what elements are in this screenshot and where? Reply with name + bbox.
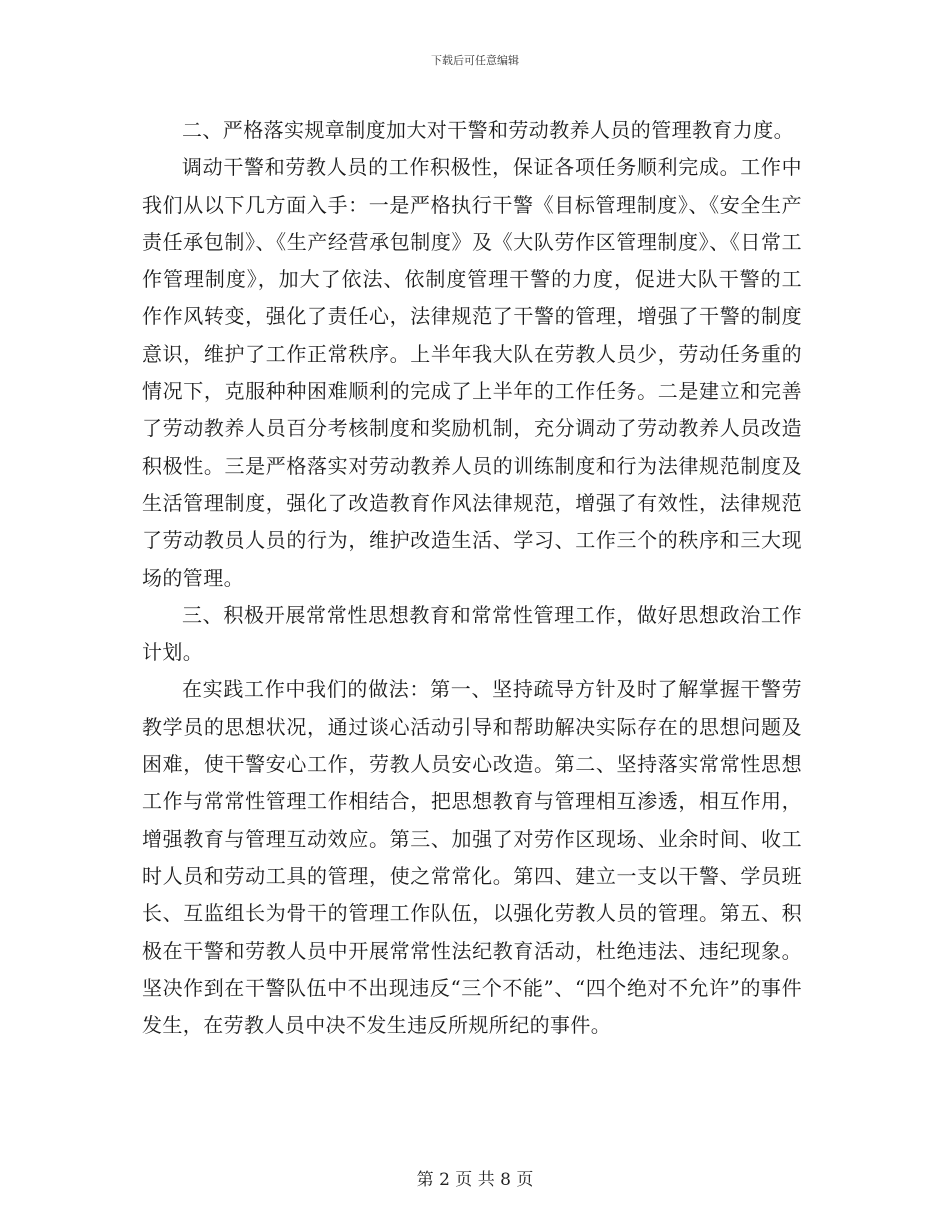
page-number-footer: 第 2 页 共 8 页 [416,1170,534,1190]
section-heading-2: 二、严格落实规章制度加大对干警和劳动教养人员的管理教育力度。 [182,118,794,142]
body-paragraph: 调动干警和劳教人员的工作积极性，保证各项任务顺利完成。工作中我们从以下几方面入手：一是严格执行干警《目标管理制度》、《安全生产责任承包制》、《生产经营承包制度》及《大队劳作区管理制度》、《日常工作管理制度》，加大了依法、依制度管理干警的力度，促进大队干警的工作作风转变，强化了责任心，法律规范了干警的管理，增强了干警的制度意识，维护了工作正常秩序。上半年我大队在劳教人员少，劳动任务重的情况下，克服种种困难顺利的完成了上半年的工作任务。二是建立和完善了劳动教养人员百分考核制度和奖励机制，充分调动了劳动教养人员改造积极性。三是严格落实对劳动教养人员的训练制度和行为法律规范制度及生活管理制度，强化了改造教育作风法律规范，增强了有效性，法律规范了劳动教员人员的行为，维护改造生活、学习、工作三个的秩序和三大现场的管理。 [142,155,802,590]
page-header-note: 下载后可任意编辑 [431,54,519,67]
body-paragraph: 在实践工作中我们的做法：第一、坚持疏导方针及时了解掌握干警劳教学员的思想状况，通过谈心活动引导和帮助解决实际存在的思想问题及困难，使干警安心工作，劳教人员安心改造。第二、坚持落实常常性思想工作与常常性管理工作相结合，把思想教育与管理相互渗透，相互作用，增强教育与管理互动效应。第三、加强了对劳作区现场、业余时间、收工时人员和劳动工具的管理，使之常常化。第四、建立一支以干警、学员班长、互监组长为骨干的管理工作队伍，以强化劳教人员的管理。第五、积极在干警和劳教人员中开展常常性法纪教育活动，杜绝违法、违纪现象。坚决作到在干警队伍中不出现违反“三个不能”、“四个绝对不允许”的事件发生，在劳教人员中决不发生违反所规所纪的事件。 [142,677,802,1038]
section-heading-3: 三、积极开展常常性思想教育和常常性管理工作，做好思想政治工作计划。 [142,602,802,665]
document-body [142,112,802,1044]
